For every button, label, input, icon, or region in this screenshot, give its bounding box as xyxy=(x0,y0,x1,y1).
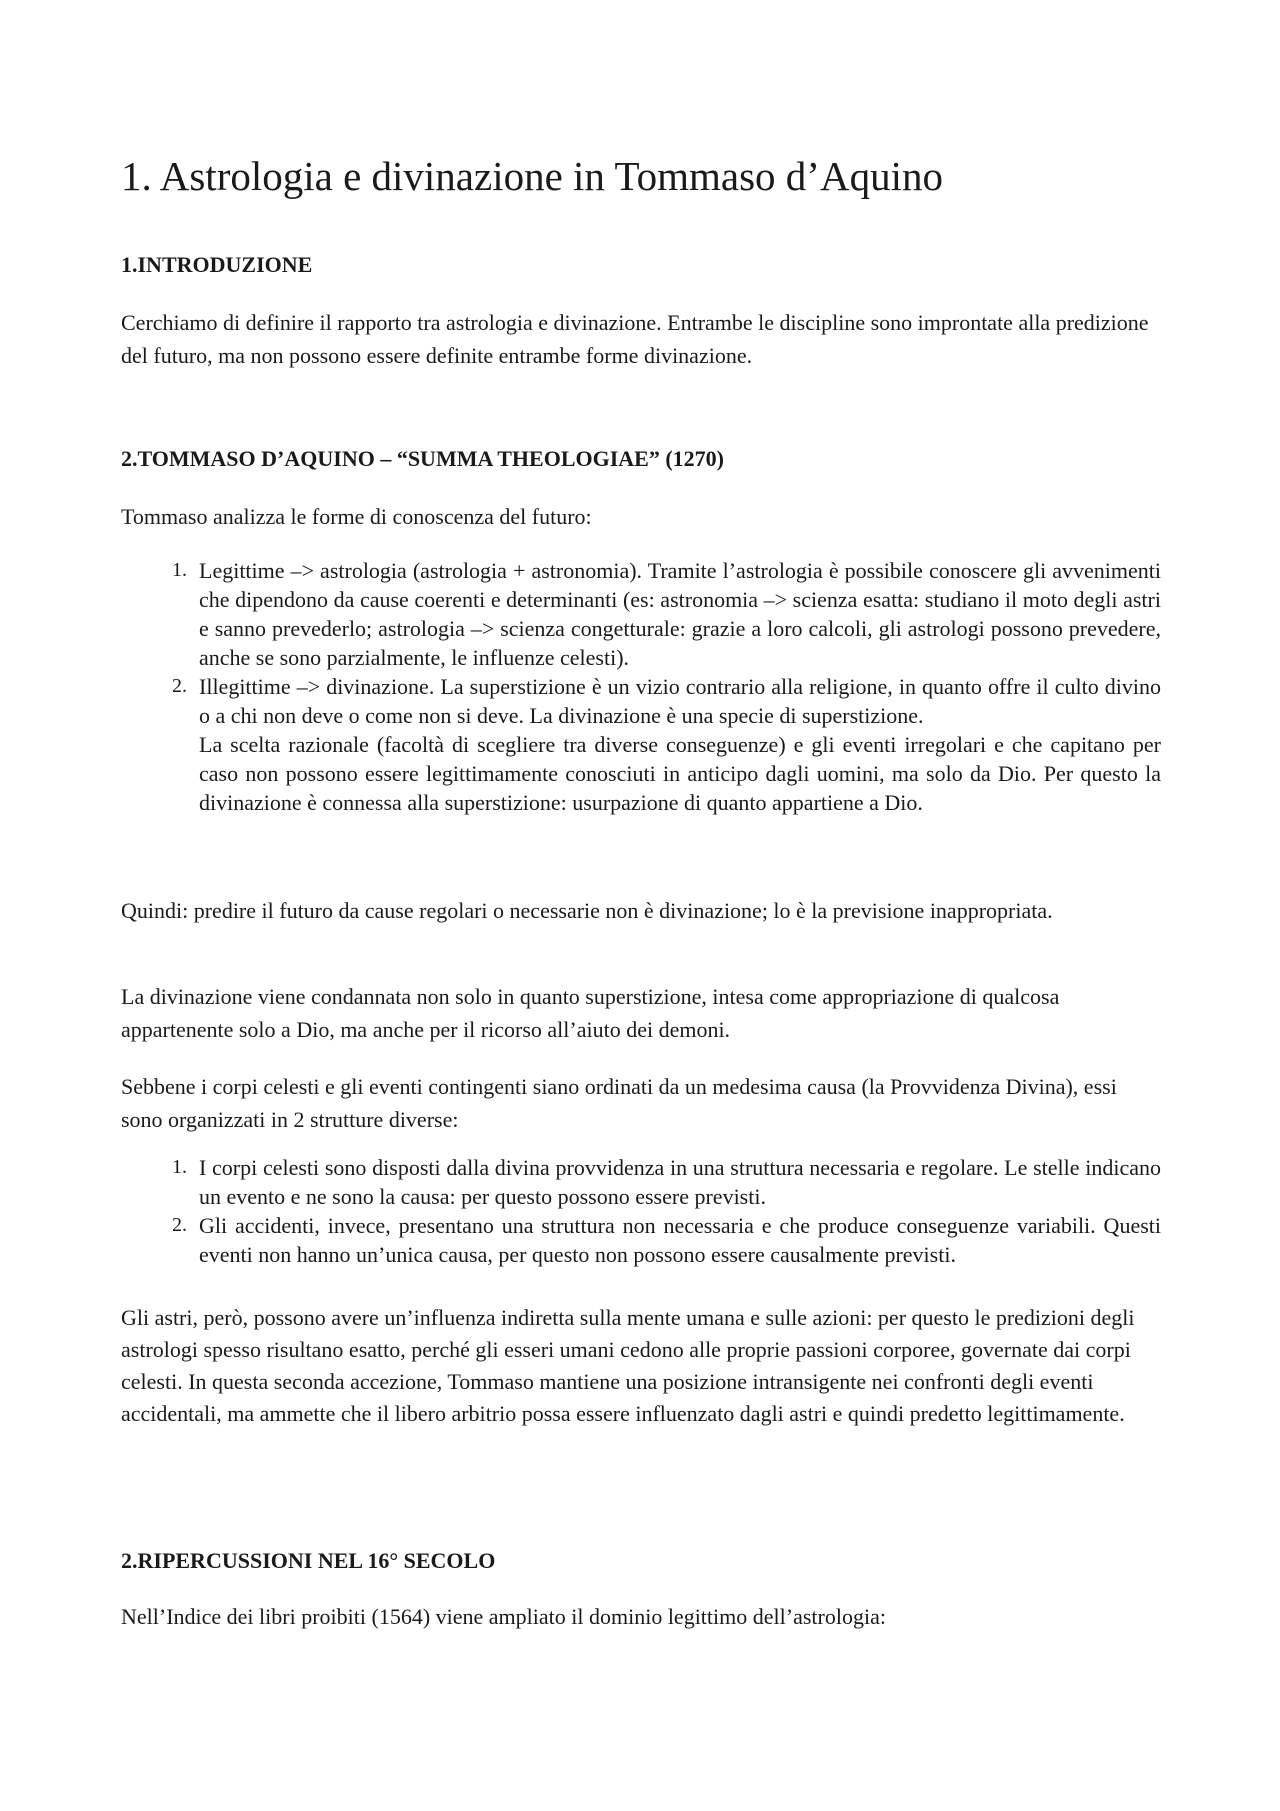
list-item xyxy=(121,672,1161,817)
list-item xyxy=(121,1153,1161,1211)
list-item-text: I corpi celesti sono disposti dalla divina provvidenza in una struttura necessaria e regolare. Le stelle indicano un evento e ne sono la causa: per questo possono essere previsti. xyxy=(199,1155,1161,1209)
list-item-number: 1. xyxy=(172,559,187,581)
paragraph-influenza-astri: Gli astri, però, possono avere un’influenza indiretta sulla mente umana e sulle azioni: per questo le predizioni degli astrologi spesso risultano esatto, perché gli esseri umani cedono alle proprie passioni corporee, governate dai corpi celesti. In questa seconda accezione, Tommaso mantiene una posizione intransigente nei confronti degli eventi accidentali, ma ammette che il libero arbitrio possa essere influenzato dagli astri e quindi predetto legittimamente. xyxy=(121,1305,1135,1426)
list-item-text: Legittime –> astrologia (astrologia + astronomia). Tramite l’astrologia è possibile conoscere gli avvenimenti che dipendono da cause coerenti e determinanti (es: astronomia –> scienza esatta: studiano il moto degli astri e sanno prevederlo; astrologia –> scienza congetturale: grazie a loro calcoli, gli astrologi possono prevedere, anche se sono parzialmente, le influenze celesti). xyxy=(199,558,1161,670)
list-item-text-extra: La scelta razionale (facoltà di scegliere tra diverse conseguenze) e gli eventi irregolari e che capitano per caso non possono essere legittimamente conosciuti in anticipo dagli uomini, ma solo da Dio. Per questo la divinazione è connessa alla superstizione: usurpazione di quanto appartiene a Dio. xyxy=(199,732,1161,815)
paragraph-strutture: Sebbene i corpi celesti e gli eventi contingenti siano ordinati da un medesima causa (la Provvidenza Divina), essi sono organizzati in 2 strutture diverse: xyxy=(121,1074,1117,1132)
list-item-number: 2. xyxy=(172,675,187,697)
paragraph-condanna: La divinazione viene condannata non solo in quanto superstizione, intesa come appropriazione di qualcosa appartenente solo a Dio, ma anche per il ricorso all’aiuto dei demoni. xyxy=(121,984,1060,1042)
list-item-number: 1. xyxy=(172,1156,187,1178)
list-item-text: Illegittime –> divinazione. La superstizione è un vizio contrario alla religione, in quanto offre il culto divino o a chi non deve o come non si deve. La divinazione è una specie di superstizione. xyxy=(199,674,1161,728)
paragraph-quindi: Quindi: predire il futuro da cause regolari o necessarie non è divinazione; lo è la previsione inappropriata. xyxy=(121,898,1053,923)
paragraph-indice: Nell’Indice dei libri proibiti (1564) viene ampliato il dominio legittimo dell’astrologia: xyxy=(121,1604,886,1629)
section-heading-introduzione: 1.INTRODUZIONE xyxy=(121,252,313,277)
paragraph-tommaso-intro: Tommaso analizza le forme di conoscenza del futuro: xyxy=(121,504,592,529)
list-strutture xyxy=(121,1153,1161,1269)
paragraph-introduzione: Cerchiamo di definire il rapporto tra astrologia e divinazione. Entrambe le discipline sono improntate alla predizione del futuro, ma non possono essere definite entrambe forme divinazione. xyxy=(121,310,1149,368)
list-item-text: Gli accidenti, invece, presentano una struttura non necessaria e che produce conseguenze variabili. Questi eventi non hanno un’unica causa, per questo non possono essere causalmente previsti. xyxy=(199,1213,1161,1267)
list-item xyxy=(121,1211,1161,1269)
list-item xyxy=(121,556,1161,672)
list-item-number: 2. xyxy=(172,1214,187,1236)
list-forme-conoscenza xyxy=(121,556,1161,817)
page-title: 1. Astrologia e divinazione in Tommaso d’Aquino xyxy=(121,153,943,199)
section-heading-ripercussioni: 2.RIPERCUSSIONI NEL 16° SECOLO xyxy=(121,1548,496,1573)
section-heading-tommaso: 2.TOMMASO D’AQUINO – “SUMMA THEOLOGIAE” (1270) xyxy=(121,446,724,471)
